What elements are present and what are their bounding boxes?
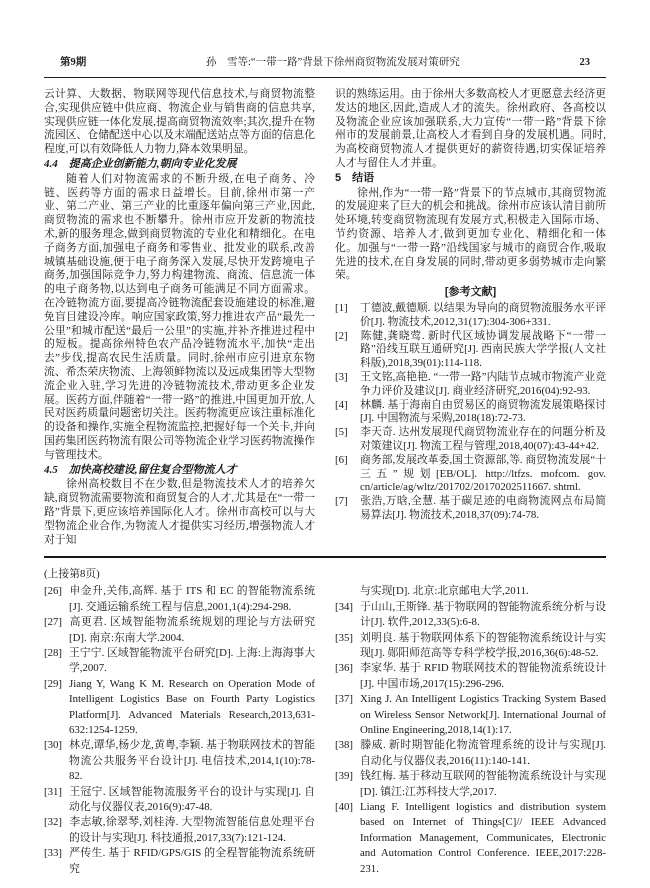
reference-number: [4]	[335, 398, 348, 411]
reference-text: 钱红梅. 基于移动互联网的智能物流系统设计与实现[D]. 镇江:江苏科技大学,2017.	[360, 770, 606, 798]
reference-text: Xing J. An Intelligent Logistics Tracking System Based on Wireless Sensor Network[J]. International Journal of Online Engineering,2018,14(1):17.	[360, 693, 606, 736]
reference-text: 李志敏,徐翠琴,刘桂涛. 大型物流智能信息处理平台的设计与实现[J]. 科技通报,2017,33(7):121-124.	[69, 816, 315, 844]
continued-right-column	[335, 584, 606, 877]
reference-number: [26]	[44, 585, 62, 598]
reference-text: 高更君. 区域智能物流系统规划的理论与方法研究[D]. 南京:东南大学.2004.	[69, 616, 315, 644]
right-column	[335, 88, 606, 547]
reference-number: [38]	[335, 739, 353, 752]
section-divider	[44, 556, 606, 558]
reference-item	[44, 815, 315, 846]
reference-number: [37]	[335, 693, 353, 706]
reference-item	[335, 454, 606, 495]
reference-item	[44, 615, 315, 646]
reference-number: [40]	[335, 800, 353, 813]
reference-number: [3]	[335, 370, 348, 383]
reference-number: [32]	[44, 816, 62, 829]
reference-text: 王宁宁. 区域智能物流平台研究[D]. 上海:上海海事大学,2007.	[69, 646, 315, 675]
reference-item	[44, 584, 315, 615]
reference-number: [30]	[44, 739, 62, 752]
reference-item	[335, 800, 606, 877]
reference-item	[335, 495, 606, 523]
page-header	[44, 56, 606, 78]
reference-item	[335, 399, 606, 427]
reference-item	[335, 584, 606, 599]
section-heading-4-5: 4.5 加快高校建设,留住复合型物流人才	[44, 463, 237, 476]
reference-item	[335, 661, 606, 692]
reference-text: 滕威. 新时期智能化物流管理系统的设计与实现[J]. 自动化与仪器仪表,2016(11):140-141.	[360, 739, 606, 767]
reference-text: 陈健,龚晓莺. 新时代区域协调发展战略下“一带一路”沿线互联互通研究[J]. 西南民族大学学报(人文社科版),2018,39(01):114-118.	[360, 329, 606, 370]
reference-text: 丁德波,戴德顺. 以结果为导向的商贸物流服务水平评价[J]. 物流技术,2012,31(17):304-306+331.	[360, 301, 606, 328]
reference-text: 于山山,王斯锋. 基于物联网的智能物流系统分析与设计[J]. 软件,2012,33(5):6-8.	[360, 600, 606, 629]
reference-text: 刘明良. 基于物联网体系下的智能物流系统设计与实现[J]. 郧阳师范高等专科学校学报,2016,36(6):48-52.	[360, 631, 606, 659]
reference-number: [27]	[44, 616, 62, 629]
reference-number: [35]	[335, 631, 353, 644]
continued-from-note: (上接第8页)	[44, 568, 100, 581]
reference-text: 严传生. 基于 RFID/GPS/GIS 的全程智能物流系统研究	[69, 847, 315, 875]
left-column	[44, 88, 315, 547]
reference-number: [28]	[44, 646, 62, 659]
reference-number: [6]	[335, 453, 348, 466]
body-paragraph: 随着人们对物流需求的不断升级,在电子商务、冷链、医药等方面的需求日益增长。目前,徐州市第一产业、第二产业、第三产业的比重逐年偏向第三产业,因此,商贸物流的需求也不断攀升。徐州市应开发新的物流技术,新的服务理念,做到商贸物流的专业化和精细化。在电子商务方面,加强电子商务和零售业、批发业的联系,改善城镇基础设施,便于电子商务深入发展,尽快开发跨境电子商务,加强国际竞争力,努力构建物流、商流、信息流一体的电子商务物,以达到电子商务可能满足不同方面需求。在冷链物流方面,要提高冷链物流配套设施建设的标准,避免盲目建设冷库。响应国家政策,努力推进农产品“最先一公里”和城市配送“最后一公里”的实施,并补齐推进过程中的短板。提高徐州特色农产品冷链物流水平,加快“走出去”步伐,提高农民生活质量。同时,徐州市应引进京东物流、希杰荣庆物流、上海领鲜物流以及远成集团等大型物流企业入驻,学习先进的冷链物流技术,带动更多企业发展。医药方面,伴随着“一带一路”的推进,中国更加开放,人民对医药质量问题密切关注。医药物流更应该注重标准化的设备和操作,实施全程物流监控,把握好每一个关卡,并向国药集团医药物流有限公司等物流企业学习医药物流操作与管理技术。	[44, 172, 315, 461]
reference-number: [39]	[335, 770, 353, 783]
reference-text: 李家华. 基于 RFID 物联网技术的智能物流系统设计[J]. 中国市场,2017(15):296-296.	[360, 662, 606, 690]
reference-item	[335, 600, 606, 631]
reference-text: 与实现[D]. 北京:北京邮电大学,2011.	[360, 585, 529, 598]
reference-number: [2]	[335, 329, 348, 342]
reference-item	[44, 738, 315, 784]
reference-text: 商务部,发展改革委,国土资源部,等. 商贸物流发展“十三五”规划[EB/OL]. http://ltfzs. mofcom. gov. cn/article/ag/wltz/201702/20170202511667. shtml.	[360, 453, 606, 494]
reference-number: [31]	[44, 785, 62, 798]
reference-item	[335, 330, 606, 371]
reference-item	[335, 738, 606, 769]
body-paragraph: 云计算、大数据、物联网等现代信息技术,与商贸物流整合,实现供应链中供应商、物流企业与销售商的信息共享,实现供应链一体化发展,提高商贸物流效率;其次,提升在物流园区、仓储配送中心以及末端配送站点等方面的信息化程度,可以有效降低人力物力,降本效果明显。	[44, 88, 315, 156]
page-number: 23	[579, 57, 590, 68]
reference-text: 林克,谭华,杨少龙,黄粤,李颖. 基于物联网技术的智能物流公共服务平台设计[J]. 电信技术,2014,1(10):78-82.	[69, 739, 315, 783]
body-paragraph: 识的熟练运用。由于徐州大多数高校人才更愿意去经济更发达的地区,因此,造成人才的流失。徐州政府、各高校以及物流企业应该加强联系,大力宣传“一带一路”背景下徐州市的发展前景,让高校人才看到自身的发展机遇。同时,为高校商贸物流人才提供更好的薪资待遇,切实保证培养人才与留住人才并重。	[335, 88, 606, 169]
journal-issue: 第9期	[60, 57, 87, 68]
continued-left-column	[44, 584, 315, 877]
references-title: [参考文献]	[444, 286, 497, 299]
continued-references-section	[44, 567, 606, 877]
reference-item	[44, 785, 315, 816]
reference-text: 王文铭,高艳艳. “一带一路”内陆节点城市物流产业竞争力评价及建议[J]. 商业经济研究,2016(04):92-93.	[360, 370, 606, 397]
reference-number: [5]	[335, 426, 348, 439]
reference-text: 张浩,万晗,全慧. 基于碳足迹的电商物流网点布局简易算法[J]. 物流技术,2018,37(09):74-78.	[360, 495, 606, 521]
reference-text: 王冠宁. 区域智能物流服务平台的设计与实现[J]. 自动化与仪器仪表,2016(9):47-48.	[69, 785, 315, 813]
reference-number: [36]	[335, 662, 353, 675]
running-title: 孙 雪等:“一带一路”背景下徐州商贸物流发展对策研究	[206, 57, 460, 68]
reference-item	[335, 371, 606, 399]
reference-number: [1]	[335, 301, 348, 314]
reference-item	[335, 769, 606, 800]
body-paragraph: 徐州,作为“一带一路”背景下的节点城市,其商贸物流的发展迎来了巨大的机会和挑战。徐州市应该认清目前所处环境,转变商贸物流现有发展方式,积极走入国际市场、节约资源、培养人才,做到更加专业化、精细化和一体化。加强与“一带一路”沿线国家与城市的商贸合作,吸取先进的技术,在自身发展的同时,带动更多弱势城市走向繁荣。	[335, 186, 606, 282]
reference-text: Liang F. Intelligent logistics and distribution system based on Internet of Things[C]// IEEE Advanced Information Management, Communicates, Electronic and Automation Control Conference. IEEE,2017:228-231.	[360, 800, 606, 875]
reference-number: [33]	[44, 847, 62, 860]
reference-number: [29]	[44, 677, 62, 690]
reference-number: [7]	[335, 495, 348, 508]
reference-item	[335, 631, 606, 662]
reference-text: 申金升,关伟,高辉. 基于 ITS 和 EC 的智能物流系统[J]. 交通运输系统工程与信息,2001,1(4):294-298.	[69, 585, 315, 613]
reference-item	[44, 846, 315, 877]
reference-item	[44, 646, 315, 677]
continued-columns	[44, 584, 606, 877]
reference-item	[335, 692, 606, 738]
reference-text: 李天奇. 达州发展现代商贸物流业存在的问题分析及对策建议[J]. 物流工程与管理,2018,40(07):43-44+42.	[360, 426, 606, 452]
reference-item	[335, 426, 606, 454]
reference-number: [34]	[335, 600, 353, 613]
article-body	[44, 88, 606, 547]
section-heading-4-4: 4.4 提高企业创新能力,朝向专业化发展	[44, 157, 237, 170]
reference-text: 林麟. 基于海南自由贸易区的商贸物流发展策略探讨[J]. 中国物流与采购,2018(18):72-73.	[360, 398, 606, 425]
reference-text: Jiang Y, Wang K M. Research on Operation Mode of Intelligent Logistics Base on Fourth Party Logistics Platform[J]. Advanced Materials Research,2013,631-632:1254-1259.	[69, 677, 315, 736]
section-heading-5: 5 结语	[335, 171, 375, 184]
body-paragraph: 徐州高校数目不在少数,但是物流技术人才的培养欠缺,商贸物流需要物流和商贸复合的人才,尤其是在“一带一路”背景下,更应该培养国际化人才。徐州市高校可以与大型物流企业合作,为物流人才提供实习经历,增强物流人才对于知	[44, 478, 315, 546]
reference-item	[44, 677, 315, 739]
reference-item	[335, 302, 606, 330]
